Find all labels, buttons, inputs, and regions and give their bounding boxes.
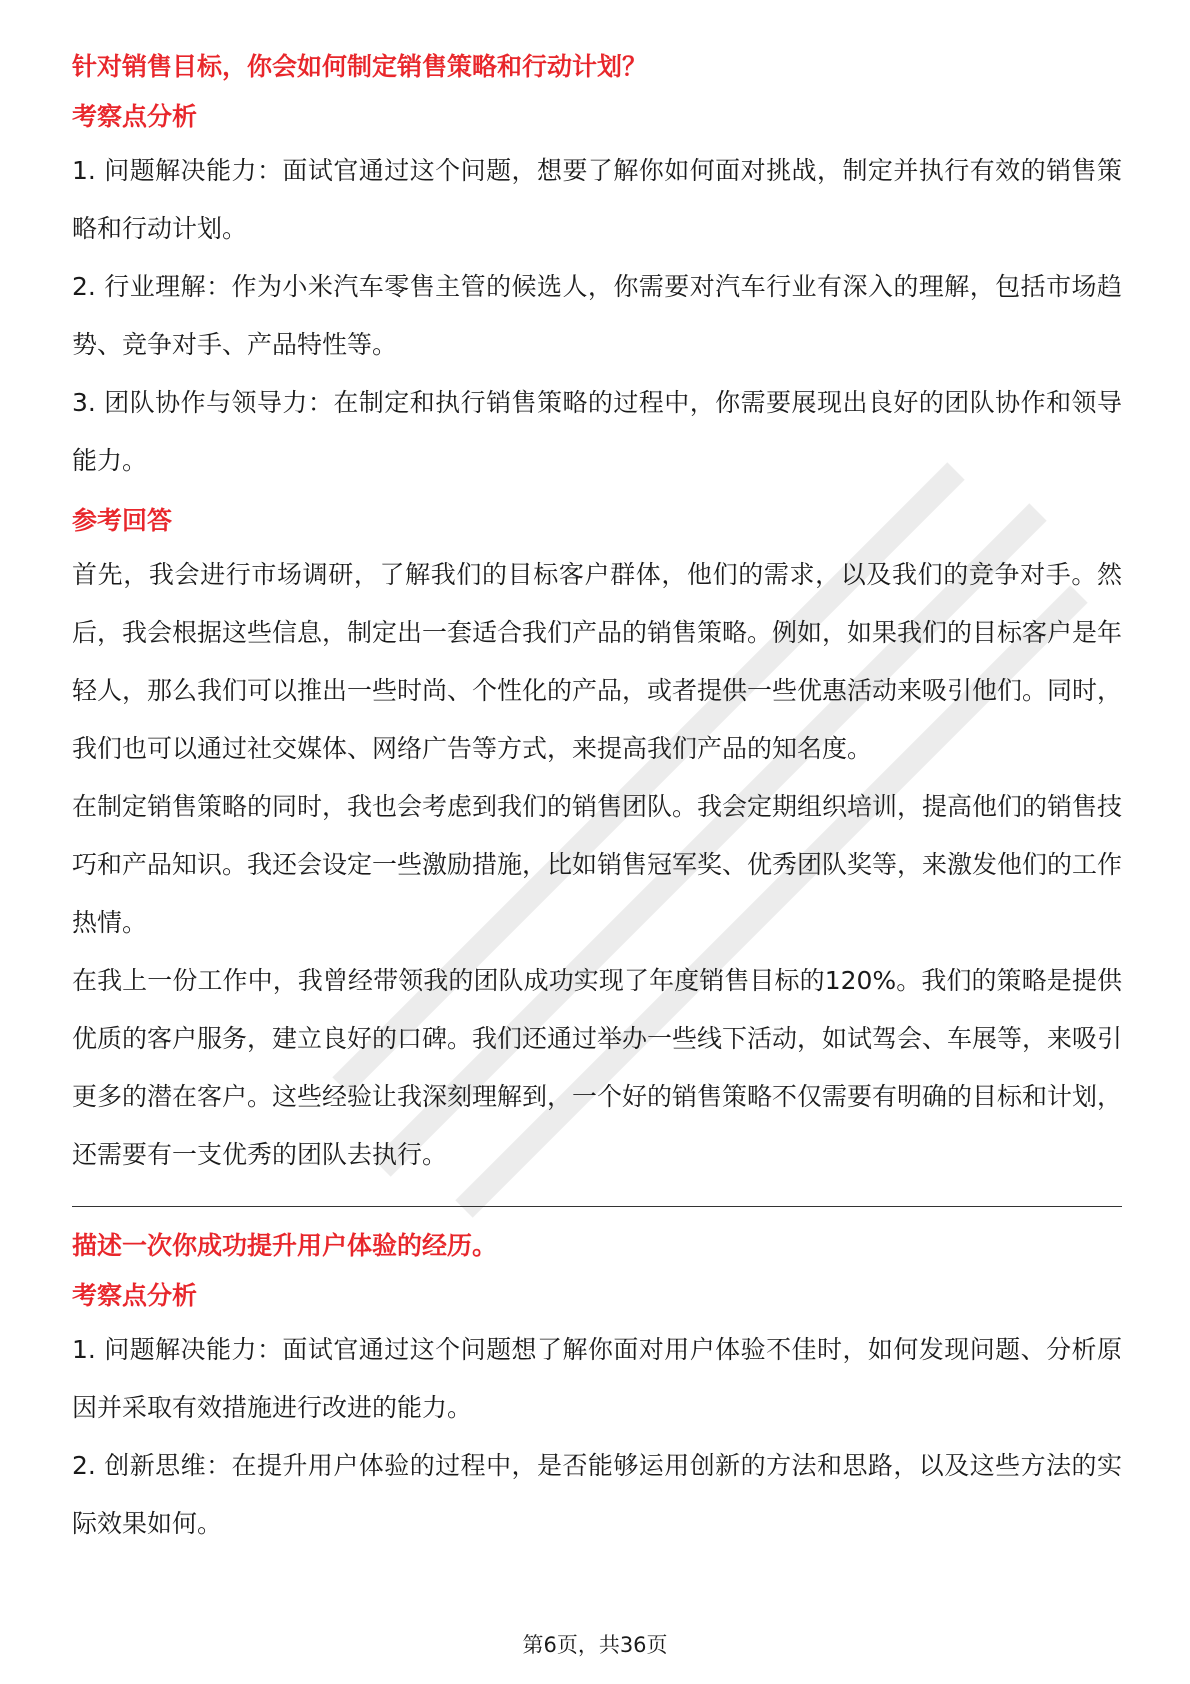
analysis-item: 1. 问题解决能力：面试官通过这个问题，想要了解你如何面对挑战，制定并执行有效的销售策略和行动计划。 bbox=[72, 156, 1122, 243]
answer-paragraph: 在制定销售策略的同时，我也会考虑到我们的销售团队。我会定期组织培训，提高他们的销售技巧和产品知识。我还会设定一些激励措施，比如销售冠军奖、优秀团队奖等，来激发他们的工作热情。 bbox=[72, 792, 1123, 937]
analysis-item: 2. 行业理解：作为小米汽车零售主管的候选人，你需要对汽车行业有深入的理解，包括市场趋势、竞争对手、产品特性等。 bbox=[72, 272, 1122, 359]
answer-paragraph: 在我上一份工作中，我曾经带领我的团队成功实现了年度销售目标的120%。我们的策略是提供优质的客户服务，建立良好的口碑。我们还通过举办一些线下活动，如试驾会、车展等，来吸引更多的潜在客户。这些经验让我深刻理解到，一个好的销售策略不仅需要有明确的目标和计划，还需要有一支优秀的团队去执行。 bbox=[72, 966, 1123, 1169]
analysis-item: 3. 团队协作与领导力：在制定和执行销售策略的过程中，你需要展现出良好的团队协作和领导能力。 bbox=[72, 388, 1122, 475]
analysis-list-2 bbox=[72, 1321, 1122, 1553]
analysis-heading-1: 考察点分析 bbox=[72, 102, 198, 131]
answer-body bbox=[72, 546, 1122, 1184]
section-divider bbox=[72, 1206, 1122, 1207]
answer-heading: 参考回答 bbox=[72, 506, 173, 535]
question-1: 针对销售目标，你会如何制定销售策略和行动计划？ bbox=[72, 52, 648, 81]
analysis-heading-2: 考察点分析 bbox=[72, 1281, 198, 1310]
page-number: 第6页，共36页 bbox=[522, 1633, 668, 1657]
question-2: 描述一次你成功提升用户体验的经历。 bbox=[72, 1231, 498, 1260]
document-page bbox=[72, 50, 1122, 1567]
analysis-item: 1. 问题解决能力：面试官通过这个问题想了解你面对用户体验不佳时，如何发现问题、分析原因并采取有效措施进行改进的能力。 bbox=[72, 1335, 1122, 1422]
analysis-item: 2. 创新思维：在提升用户体验的过程中，是否能够运用创新的方法和思路，以及这些方法的实际效果如何。 bbox=[72, 1451, 1122, 1538]
answer-paragraph: 首先，我会进行市场调研，了解我们的目标客户群体，他们的需求，以及我们的竞争对手。然后，我会根据这些信息，制定出一套适合我们产品的销售策略。例如，如果我们的目标客户是年轻人，那么我们可以推出一些时尚、个性化的产品，或者提供一些优惠活动来吸引他们。同时，我们也可以通过社交媒体、网络广告等方式，来提高我们产品的知名度。 bbox=[72, 560, 1123, 763]
analysis-list-1 bbox=[72, 142, 1122, 490]
